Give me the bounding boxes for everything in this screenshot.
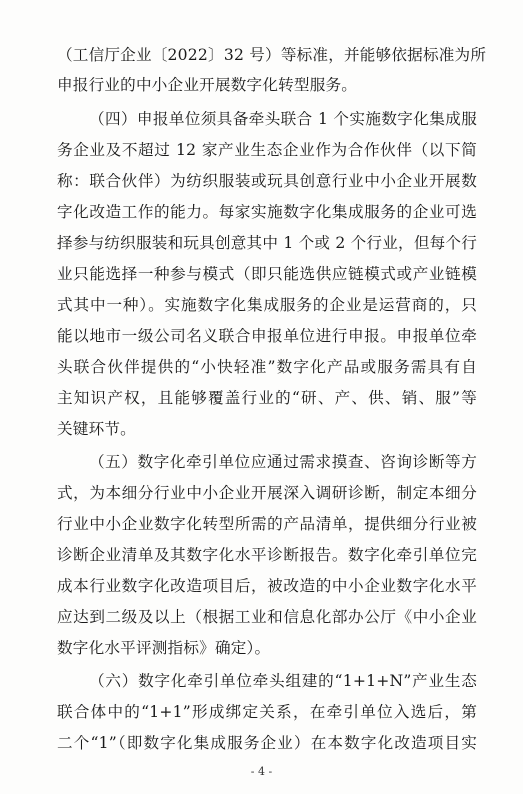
text-line: 称：联合伙伴）为纺织服装或玩具创意行业中小企业开展数 <box>57 172 477 190</box>
text-line: （五）数字化牵引单位应通过需求摸查、咨询诊断等方 <box>89 453 477 471</box>
text-line: 应达到二级及以上（根据工业和信息化部办公厅《中小企业 <box>57 608 477 626</box>
text-line: 关键环节。 <box>57 420 136 438</box>
text-line: 式其中一种）。实施数字化集成服务的企业是运营商的，只 <box>57 296 477 314</box>
text-line: 业只能选择一种参与模式（即只能选供应链模式或产业链模 <box>57 265 477 283</box>
text-line: 联合体中的“1+1”形成绑定关系，在牵引单位入选后，第 <box>57 703 477 721</box>
text-line: 头联合伙伴提供的“小快轻准”数字化产品或服务需具有自 <box>57 358 477 376</box>
text-line: 成本行业数字化改造项目后，被改造的中小企业数字化水平 <box>57 577 477 595</box>
text-line: 择参与纺织服装和玩具创意其中 1 个或 2 个行业，但每个行 <box>57 234 477 252</box>
text-line: 数字化水平评测指标》确定）。 <box>57 639 271 657</box>
text-line: （六）数字化牵引单位牵头组建的“1+1+N”产业生态 <box>89 672 477 690</box>
text-line: 行业中小企业数字化转型所需的产品清单，提供细分行业被 <box>57 515 477 533</box>
text-line: 字化改造工作的能力。每家实施数字化集成服务的企业可选 <box>57 203 477 221</box>
text-line: 诊断企业清单及其数字化水平诊断报告。数字化牵引单位完 <box>57 546 477 564</box>
text-line: 能以地市一级公司名义联合申报单位进行申报。申报单位牵 <box>57 327 477 345</box>
text-line: 二个“1”（即数字化集成服务企业）在本数字化改造项目实 <box>57 734 477 752</box>
text-line: 务企业及不超过 12 家产业生态企业作为合作伙伴（以下简 <box>57 141 477 159</box>
text-line: （四）申报单位须具备牵头联合 1 个实施数字化集成服 <box>89 110 477 128</box>
text-line: （工信厅企业〔2022〕32 号）等标准，并能够依据标准为所 <box>57 46 487 64</box>
text-line: 申报行业的中小企业开展数字化转型服务。 <box>57 76 358 94</box>
page-number: - 4 - <box>250 765 273 778</box>
text-line: 主知识产权，且能够覆盖行业的“研、产、供、销、服”等 <box>57 389 477 407</box>
text-line: 式，为本细分行业中小企业开展深入调研诊断，制定本细分 <box>57 484 477 502</box>
